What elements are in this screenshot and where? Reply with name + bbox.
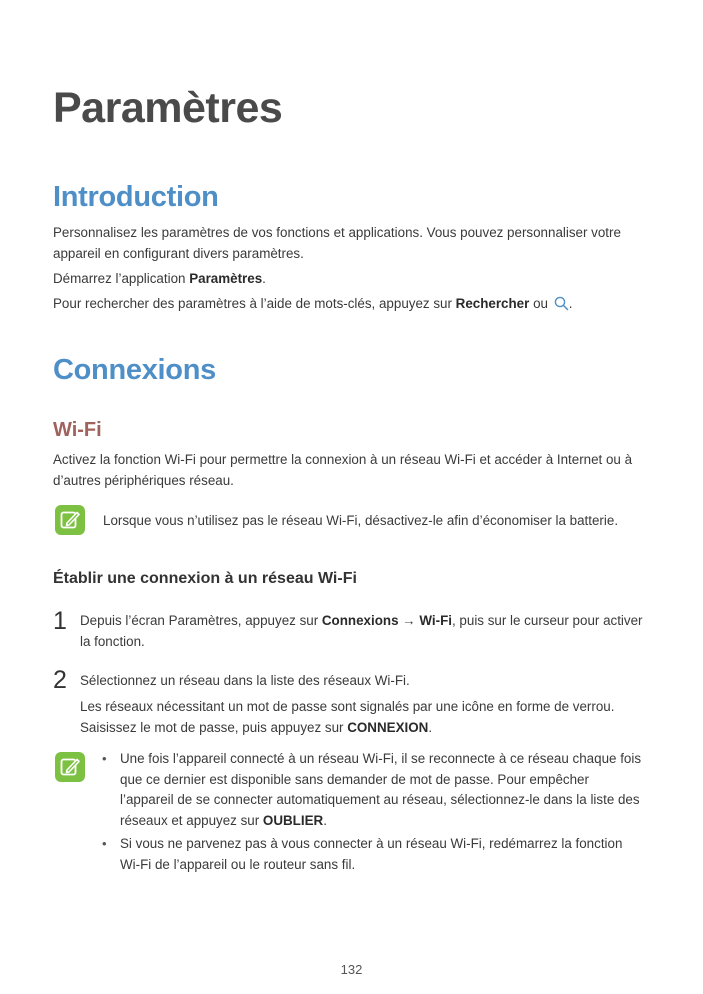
note-restart: Si vous ne parvenez pas à vous connecter à un réseau Wi-Fi, redémarrez la fonction Wi-Fi de l’appareil ou le routeur sans fil. <box>120 836 623 872</box>
note-battery: Lorsque vous n’utilisez pas le réseau Wi-Fi, désactivez-le afin d’économiser la batterie. <box>103 513 619 528</box>
intro-start-app: Démarrez l’application Paramètres. <box>53 271 266 286</box>
note-pencil-icon <box>55 505 85 535</box>
bullet-icon: • <box>102 836 107 851</box>
step-number: 1 <box>53 607 67 635</box>
intro-heading: Introduction <box>53 181 219 213</box>
page-number: 132 <box>340 962 363 977</box>
search-icon <box>554 296 569 318</box>
connexions-heading: Connexions <box>53 354 216 386</box>
bullet-icon: • <box>102 751 107 766</box>
intro-search-hint: Pour rechercher des paramètres à l’aide de mots-clés, appuyez sur Rechercher ou . <box>53 294 673 318</box>
wifi-connect-heading: Établir une connexion à un réseau Wi-Fi <box>53 570 357 587</box>
wifi-description: Activez la fonction Wi-Fi pour permettre la connexion à un réseau Wi-Fi et accéder à Internet ou à d’autres périphériques réseau. <box>53 452 633 488</box>
step-2-detail: Les réseaux nécessitant un mot de passe sont signalés par une icône en forme de verrou. Saisissez le mot de passe, puis appuyez sur CONNEXION. <box>80 699 615 735</box>
wifi-heading: Wi-Fi <box>53 419 102 441</box>
step-2-text: Sélectionnez un réseau dans la liste des réseaux Wi-Fi. <box>80 673 410 688</box>
note-pencil-icon <box>55 752 85 782</box>
step-number: 2 <box>53 666 67 694</box>
step-1-text: Depuis l’écran Paramètres, appuyez sur Connexions → Wi-Fi, puis sur le curseur pour activer la fonction. <box>80 613 643 649</box>
note-reconnect: Une fois l’appareil connecté à un réseau Wi-Fi, il se reconnecte à ce réseau chaque fois que ce dernier est disponible sans demander de mot de passe. Pour empêcher l’appareil de se connecter automatiquement au réseau, sélectionnez-le dans la liste des réseaux et appuyez sur OUBLIER. <box>120 751 642 828</box>
intro-paragraph: Personnalisez les paramètres de vos fonctions et applications. Vous pouvez personnaliser votre appareil en configurant divers paramètres. <box>53 225 621 261</box>
page-title: Paramètres <box>53 84 283 132</box>
